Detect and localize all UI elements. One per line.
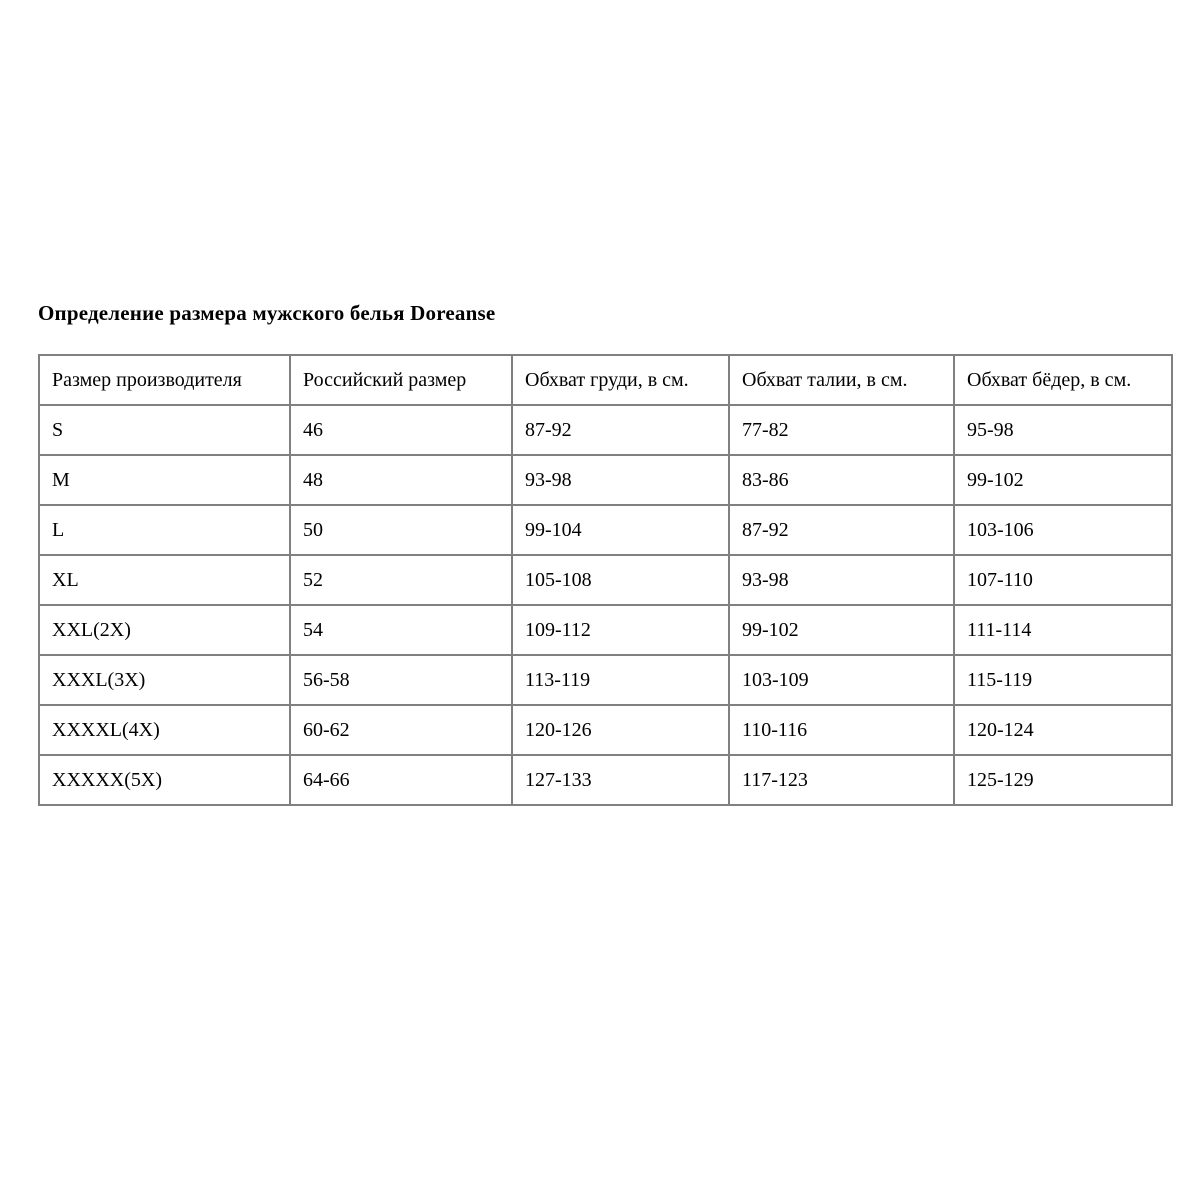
table-cell: 87-92: [729, 505, 954, 555]
table-cell: 109-112: [512, 605, 729, 655]
table-cell: 93-98: [729, 555, 954, 605]
table-row: [39, 605, 1172, 655]
table-cell: 99-102: [729, 605, 954, 655]
table-cell: 52: [290, 555, 512, 605]
table-cell: 103-106: [954, 505, 1172, 555]
table-cell: 113-119: [512, 655, 729, 705]
content-area: [38, 301, 1171, 806]
table-cell: 95-98: [954, 405, 1172, 455]
table-row: [39, 555, 1172, 605]
table-cell: XXL(2X): [39, 605, 290, 655]
table-cell: 115-119: [954, 655, 1172, 705]
size-chart-table: [38, 354, 1173, 806]
table-cell: 120-124: [954, 705, 1172, 755]
column-header-russian-size: Российский размер: [290, 355, 512, 405]
column-header-waist: Обхват талии, в см.: [729, 355, 954, 405]
table-cell: S: [39, 405, 290, 455]
column-header-hips: Обхват бёдер, в см.: [954, 355, 1172, 405]
table-cell: 103-109: [729, 655, 954, 705]
table-cell: 117-123: [729, 755, 954, 805]
table-row: [39, 655, 1172, 705]
table-cell: 56-58: [290, 655, 512, 705]
table-cell: 64-66: [290, 755, 512, 805]
table-cell: 60-62: [290, 705, 512, 755]
table-cell: 48: [290, 455, 512, 505]
table-cell: 87-92: [512, 405, 729, 455]
table-cell: XXXXX(5X): [39, 755, 290, 805]
table-row: [39, 505, 1172, 555]
table-cell: 50: [290, 505, 512, 555]
table-cell: 111-114: [954, 605, 1172, 655]
column-header-manufacturer-size: Размер производителя: [39, 355, 290, 405]
table-cell: 93-98: [512, 455, 729, 505]
table-cell: 107-110: [954, 555, 1172, 605]
table-cell: XL: [39, 555, 290, 605]
table-cell: 105-108: [512, 555, 729, 605]
header-row: [39, 355, 1172, 405]
table-cell: XXXL(3X): [39, 655, 290, 705]
table-row: [39, 405, 1172, 455]
table-cell: 77-82: [729, 405, 954, 455]
table-cell: 83-86: [729, 455, 954, 505]
table-cell: 125-129: [954, 755, 1172, 805]
table-cell: 46: [290, 405, 512, 455]
table-row: [39, 455, 1172, 505]
table-cell: L: [39, 505, 290, 555]
table-row: [39, 755, 1172, 805]
table-row: [39, 705, 1172, 755]
table-cell: 120-126: [512, 705, 729, 755]
table-cell: 99-102: [954, 455, 1172, 505]
table-cell: 54: [290, 605, 512, 655]
page-title: Определение размера мужского белья Doreanse: [38, 301, 496, 325]
table-cell: 110-116: [729, 705, 954, 755]
table-cell: 99-104: [512, 505, 729, 555]
table-cell: 127-133: [512, 755, 729, 805]
table-cell: M: [39, 455, 290, 505]
table-cell: XXXXL(4X): [39, 705, 290, 755]
column-header-chest: Обхват груди, в см.: [512, 355, 729, 405]
